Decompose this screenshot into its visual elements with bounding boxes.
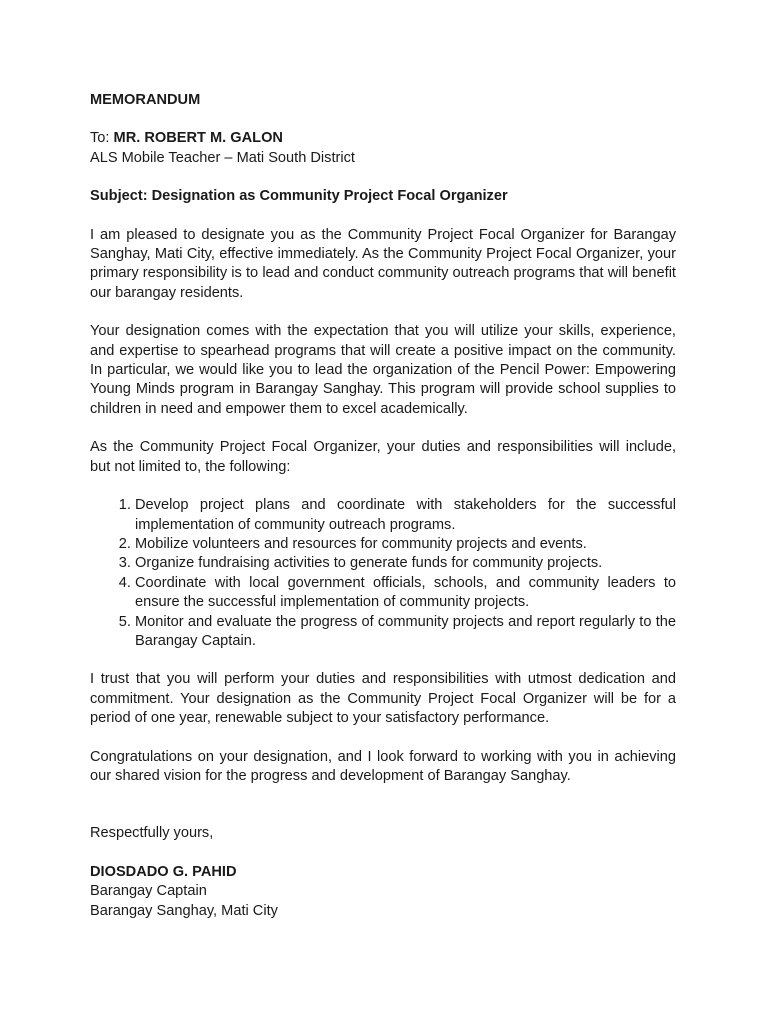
duty-item-2: 2. Mobilize volunteers and resources for community projects and events. <box>135 535 676 554</box>
memo-subject: Subject: Designation as Community Project Focal Organizer <box>90 188 508 205</box>
spacer <box>90 805 676 824</box>
spacer <box>90 477 676 496</box>
spacer <box>90 786 676 805</box>
body-paragraph-2: Your designation comes with the expectation that you will utilize your skills, experience, and expertise to spearhead programs that will create a positive impact on the community. In particular, we would like you to lead the organization of the Pencil Power: Empowering Young Minds program in Barangay Sanghay. This program will provide school supplies to children in need and empower them to excel academically. <box>90 323 676 417</box>
memo-heading: MEMORANDUM <box>90 92 201 108</box>
spacer <box>90 651 676 670</box>
duty-item-3: 3. Organize fundraising activities to generate funds for community projects. <box>135 554 676 573</box>
spacer <box>90 207 676 226</box>
to-label: To: <box>90 130 114 147</box>
spacer <box>90 419 676 438</box>
recipient-name: MR. ROBERT M. GALON <box>113 130 283 147</box>
signature-block <box>90 863 676 921</box>
body-paragraph-1: I am pleased to designate you as the Community Project Focal Organizer for Barangay Sanghay, Mati City, effective immediately. As the Community Project Focal Organizer, your primary responsibility is to lead and conduct community outreach programs that will benefit our barangay residents. <box>90 226 676 301</box>
signatory-office: Barangay Sanghay, Mati City <box>90 902 278 919</box>
recipient-title: ALS Mobile Teacher – Mati South District <box>90 149 355 166</box>
spacer <box>90 844 676 863</box>
closing-paragraph-1: I trust that you will perform your duties and responsibilities with utmost dedication and commitment. Your designation as the Community Project Focal Organizer will be for a period of one year, renewable subject to your satisfactory performance. <box>90 671 676 727</box>
recipient-line <box>90 129 676 148</box>
closing-paragraph-2: Congratulations on your designation, and I look forward to working with you in achieving our shared vision for the progress and development of Barangay Sanghay. <box>90 748 676 784</box>
duty-item-4: 4. Coordinate with local government officials, schools, and community leaders to ensure the successful implementation of community projects. <box>135 574 676 613</box>
complimentary-close: Respectfully yours, <box>90 825 214 842</box>
signatory-position: Barangay Captain <box>90 883 207 900</box>
spacer <box>90 110 676 129</box>
memorandum-page <box>90 91 676 921</box>
spacer <box>90 729 676 748</box>
spacer <box>90 168 676 187</box>
body-paragraph-3: As the Community Project Focal Organizer, your duties and responsibilities will include, but not limited to, the following: <box>90 439 676 475</box>
spacer <box>90 303 676 322</box>
duty-item-1: 1. Develop project plans and coordinate with stakeholders for the successful implementation of community outreach programs. <box>135 496 676 535</box>
duties-list <box>90 496 676 651</box>
duty-item-5: 5. Monitor and evaluate the progress of community projects and report regularly to the Barangay Captain. <box>135 613 676 652</box>
signatory-name: DIOSDADO G. PAHID <box>90 863 237 880</box>
